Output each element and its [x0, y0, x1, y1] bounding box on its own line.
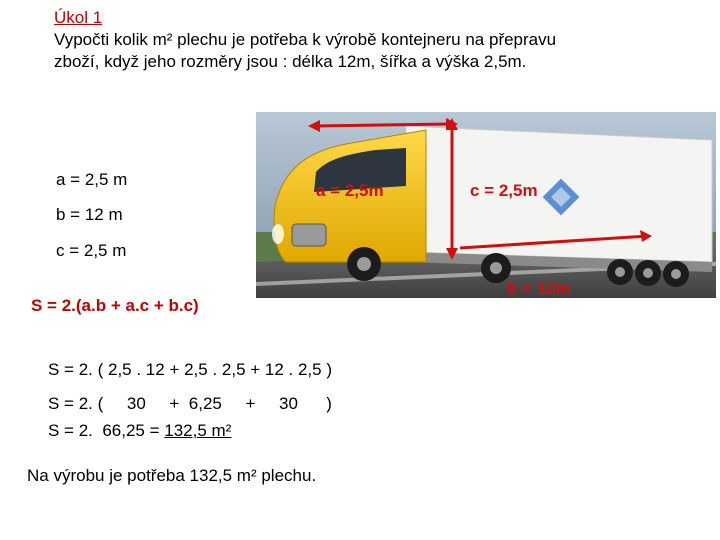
truck-illustration	[256, 112, 716, 298]
variable-b: b = 12 m	[56, 205, 123, 224]
label-c: c = 2,5m	[470, 181, 538, 200]
calculation-step-2: S = 2. ( 30 + 6,25 + 30 )	[48, 394, 332, 413]
calculation-step-3-prefix: S = 2. 66,25 =	[48, 421, 165, 440]
label-b: b = 12m	[507, 279, 571, 298]
surface-formula: S = 2.(a.b + a.c + b.c)	[31, 296, 199, 315]
calculation-step-3	[48, 421, 231, 441]
answer-sentence: Na výrobu je potřeba 132,5 m² plechu.	[27, 466, 317, 485]
calculation-result: 132,5 m²	[164, 421, 232, 440]
grille	[292, 224, 326, 246]
calculation-step-1: S = 2. ( 2,5 . 12 + 2,5 . 2,5 + 12 . 2,5 )	[48, 360, 332, 379]
variable-c: c = 2,5 m	[56, 241, 127, 260]
task-title: Úkol 1	[54, 8, 103, 27]
variable-a: a = 2,5 m	[56, 170, 128, 189]
truck-photo	[256, 112, 716, 298]
label-a: a = 2,5m	[316, 181, 384, 200]
task-text-line-1: Vypočti kolik m² plechu je potřeba k výrobě kontejneru na přepravu	[54, 30, 557, 49]
headlight	[272, 224, 284, 244]
task-text-line-2: zboží, když jeho rozměry jsou : délka 12m, šířka a výška 2,5m.	[54, 52, 527, 71]
